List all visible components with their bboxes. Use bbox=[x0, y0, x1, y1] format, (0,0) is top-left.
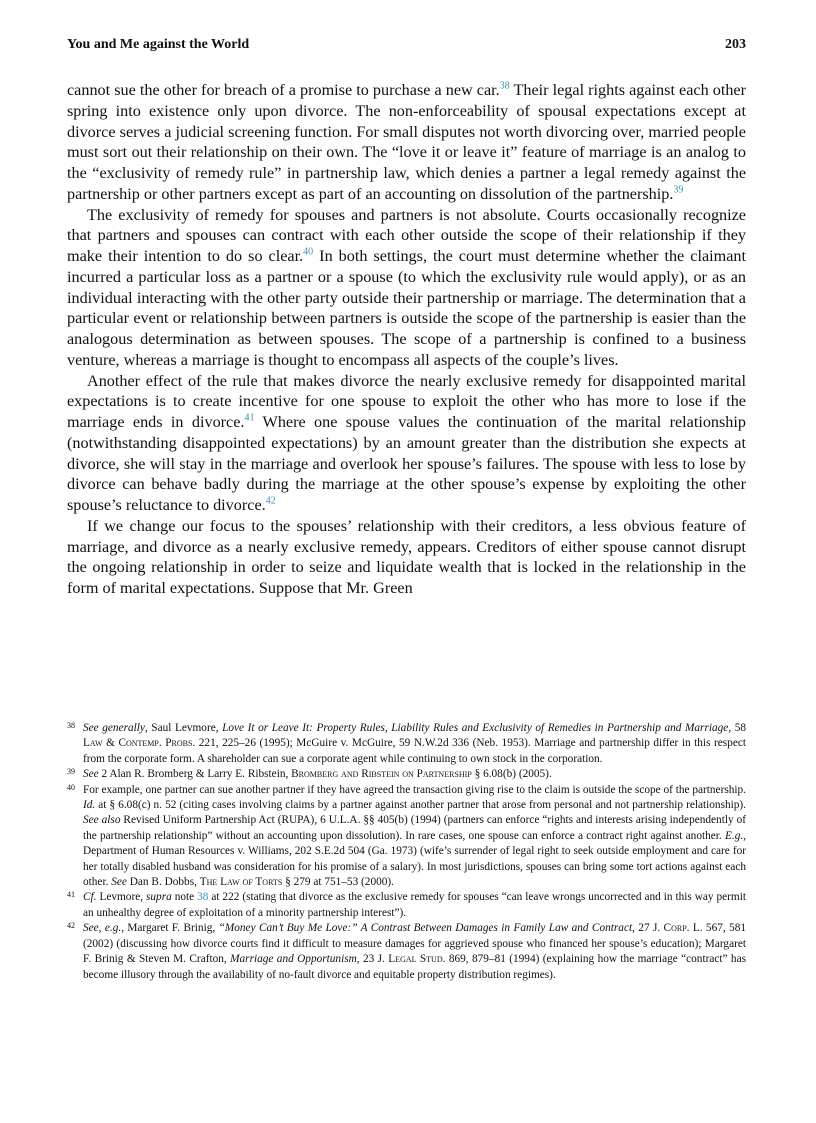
footnote-ref-41[interactable]: 41 bbox=[244, 412, 255, 424]
paragraph-2: The exclusivity of remedy for spouses and partners is not absolute. Courts occasionally recognize that partners and spouses can contract with each other outside the scope of their relationship if they make their intention to do so clear.$^{40}$ In both settings, the court must determine whether the claimant incurred a particular loss as a partner or a spouse (to which the exclusivity rule would apply), or as an individual interacting with the other party outside their partnership or marriage. The determination that a particular event or relationship between partners is outside the scope of the partnership is easier than the analogous determination as between spouses. The scope of a partnership is confined to a business venture, whereas a marriage is thought to encompass all aspects of the couple’s lives. bbox=[67, 205, 746, 369]
footnote-ref-42[interactable]: 42 bbox=[265, 495, 276, 507]
footnote-ref-40[interactable]: 40 bbox=[303, 246, 314, 258]
footnote-ref-38[interactable]: 38 bbox=[499, 80, 510, 92]
footnote-38: 38 See generally, Saul Levmore, Love It or Leave It: Property Rules, Liability Rules and Exclusivity of Remedies in Partnership and Marriage, 58 Law & Contemp. Probs. 221, 225–26 (1995); McGuire v. McGuire, 59 N.W.2d 336 (Neb. 1953). Marriage and partnership differ in this respect from the corporate form. A shareholder can sue a corporate agent while continuing to own stock in the corporation. bbox=[67, 721, 746, 767]
page-number: 203 bbox=[725, 37, 746, 52]
footnote-number: 39 bbox=[67, 767, 75, 777]
footnote-number: 41 bbox=[67, 890, 75, 900]
footnote-number: 38 bbox=[67, 721, 75, 730]
footnote-40: 40 For example, one partner can sue another partner if they have agreed the transaction giving rise to the claim is outside the scope of the partnership. Id. at § 6.08(c) n. 52 (citing cases involving claims by a partner against another partner that arose from personal and not partnership relationship). See also Revised Uniform Partnership Act (RUPA), 6 U.L.A. §§ 405(b) (1994) (partners can enforce “rights and interests arising independently of the partnership relationship” without an accounting upon dissolution). In rare cases, one spouse can enforce a contract right against another. E.g., Department of Human Resources v. Williams, 202 S.E.2d 504 (Ga. 1973) (wife’s surrender of legal right to seek outside employment and care for her totally disabled husband was consideration for his promise of a salary). In most jurisdictions, spouses can bring some tort actions against each other. See Dan B. Dobbs, The Law of Torts § 279 at 751–53 (2000). bbox=[67, 783, 746, 891]
note-cross-ref-38[interactable]: 38 bbox=[197, 891, 209, 904]
running-header bbox=[67, 37, 746, 57]
footnote-42: 42 See, e.g., Margaret F. Brinig, “Money Can’t Buy Me Love:” A Contrast Between Damages in Family Law and Contract, 27 J. Corp. L. 567, 581 (2002) (discussing how divorce courts find it difficult to measure damages for aggrieved spouse who financed her spouse’s education); Margaret F. Brinig & Steven M. Crafton, Marriage and Opportunism, 23 J. Legal Stud. 869, 879–81 (1994) (explaining how the marriage “contract” has become illusory through the availability of no-fault divorce and equitable property distribution regimes). bbox=[67, 921, 746, 983]
footnote-ref-39[interactable]: 39 bbox=[673, 184, 684, 196]
footnote-39: 39 See 2 Alan R. Bromberg & Larry E. Ribstein, Bromberg and Ribstein on Partnership § 6.08(b) (2005). bbox=[67, 767, 746, 782]
paragraph-4: If we change our focus to the spouses’ relationship with their creditors, a less obvious feature of marriage, and divorce as a nearly exclusive remedy, appears. Creditors of either spouse cannot disrupt the ongoing relationship in order to seize and liquidate wealth that is locked in the relationship in the form of marital expectations. Suppose that Mr. Green bbox=[67, 516, 746, 597]
main-text bbox=[67, 80, 746, 599]
footnote-41: 41 Cf. Levmore, supra note 38 at 222 (stating that divorce as the exclusive remedy for spouses “can leave wrongs uncorrected and in this way permit an unhealthy degree of exploitation of a minority partnership interest”). bbox=[67, 890, 746, 921]
footnotes bbox=[67, 721, 746, 983]
footnote-number: 40 bbox=[67, 782, 75, 792]
paragraph-3: Another effect of the rule that makes divorce the nearly exclusive remedy for disappointed marital expectations is to create incentive for one spouse to exploit the other who has more to lose if the marriage ends in divorce.$^{41}$ Where one spouse values the continuation of the marital relationship (notwithstanding disappointed expectations) by an amount greater than the distribution she expects at divorce, she will stay in the marriage and overlook her spouse’s failures. The spouse with less to lose by divorce can behave badly during the marriage at the other spouse’s expense by exploiting the other spouse’s reluctance to divorce.$^{42}$ bbox=[67, 371, 746, 514]
running-title: You and Me against the World bbox=[67, 37, 250, 52]
paragraph-1: cannot sue the other for breach of a promise to purchase a new car.$^{38}$ Their legal rights against each other spring into existence only upon divorce. The non-enforceability of spousal expectations except at divorce serves a judicial screening function. For small disputes not worth divorcing over, married people must sort out their relationship on their own. The “love it or leave it” feature of marriage is an analog to the “exclusivity of remedy rule” in partnership law, which denies a partner a legal remedy against the partnership or other partners except as part of an accounting on dissolution of the partnership.$^{39}$ bbox=[67, 80, 747, 203]
footnote-number: 42 bbox=[67, 921, 75, 931]
